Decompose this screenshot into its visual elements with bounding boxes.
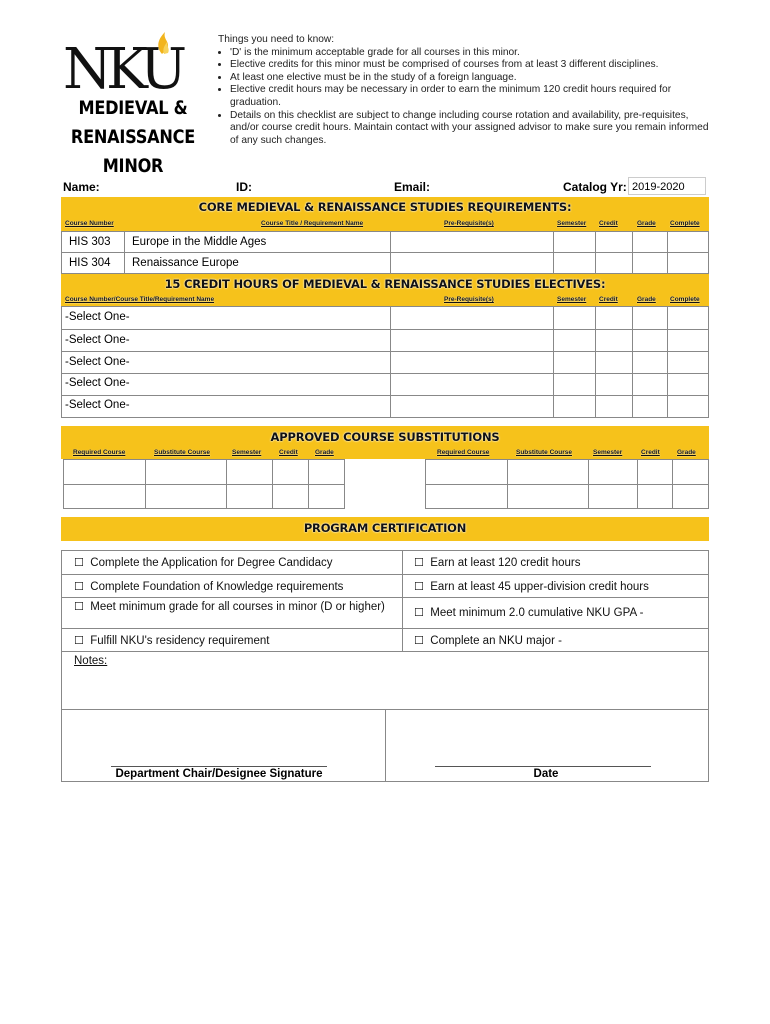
signature-label: Department Chair/Designee Signature [115, 768, 323, 780]
col-substitute-course: Substitute Course [516, 449, 572, 456]
col-credit: Credit [599, 220, 618, 227]
elective-select[interactable]: -Select One- [65, 356, 130, 368]
col-course-number: Course Number [65, 220, 114, 227]
info-bullet: • Elective credits for this minor must be comprised of courses from at least 3 different disciplines. [230, 59, 718, 72]
elective-select[interactable]: -Select One- [65, 311, 130, 323]
electives-table [61, 306, 709, 418]
cert-item[interactable] [414, 606, 644, 619]
elective-select[interactable]: -Select One- [65, 377, 130, 389]
col-required-course: Required Course [437, 449, 490, 456]
things-to-know [218, 34, 718, 147]
signature-field[interactable] [66, 714, 380, 764]
cert-item-label: Earn at least 45 upper-division credit hours [430, 581, 649, 593]
catalog-label: Catalog Yr: [563, 180, 627, 194]
col-credit: Credit [641, 449, 660, 456]
checkbox-icon[interactable]: ☐ [74, 600, 84, 613]
minor-title-line3: MINOR [102, 155, 164, 177]
cert-item-label: Complete the Application for Degree Candidacy [90, 557, 333, 569]
checkbox-icon[interactable]: ☐ [414, 606, 424, 619]
col-course: Course Number/Course Title/Requirement Name [65, 296, 215, 303]
checkbox-icon[interactable]: ☐ [74, 580, 84, 593]
checkbox-icon[interactable]: ☐ [74, 634, 84, 647]
col-semester: Semester [232, 449, 262, 456]
checkbox-icon[interactable]: ☐ [74, 556, 84, 569]
svg-text:NKU: NKU [63, 37, 182, 92]
core-row-title: Europe in the Middle Ages [132, 236, 267, 248]
checkbox-icon[interactable]: ☐ [414, 556, 424, 569]
cert-item[interactable] [414, 580, 649, 593]
substitutions-section-header [61, 426, 709, 459]
cert-item-label: Meet minimum 2.0 cumulative NKU GPA - [430, 607, 644, 619]
col-substitute-course: Substitute Course [154, 449, 210, 456]
electives-section-title: 15 CREDIT HOURS OF MEDIEVAL & RENAISSANCE STUDIES ELECTIVES: [164, 277, 606, 291]
catalog-year-field[interactable]: 2019-2020 [628, 177, 706, 195]
col-prereq: Pre-Requisite(s) [444, 296, 494, 303]
cert-item-label: Meet minimum grade for all courses in minor (D or higher) [90, 601, 385, 613]
email-label: Email: [394, 180, 431, 194]
id-label: ID: [236, 180, 252, 194]
col-complete: Complete [670, 220, 700, 227]
cert-item[interactable] [74, 580, 343, 593]
core-section-header [61, 197, 709, 231]
col-grade: Grade [677, 449, 696, 456]
checkbox-icon[interactable]: ☐ [414, 580, 424, 593]
info-bullet: • Elective credit hours may be necessary in order to earn the minimum 120 credit hours required for graduation. [230, 84, 718, 109]
electives-section-header [61, 274, 709, 306]
notes-label: Notes: [74, 655, 108, 667]
minor-title [69, 94, 197, 181]
checkbox-icon[interactable]: ☐ [414, 634, 424, 647]
date-label: Date [533, 768, 559, 780]
col-credit: Credit [279, 449, 298, 456]
cert-item[interactable] [414, 556, 581, 569]
certification-section-header [61, 517, 709, 541]
cert-item[interactable] [74, 556, 333, 569]
col-grade: Grade [315, 449, 334, 456]
date-field[interactable] [392, 714, 702, 764]
info-bullet: • 'D' is the minimum acceptable grade for all courses in this minor. [230, 47, 718, 60]
col-complete: Complete [670, 296, 700, 303]
notes-field[interactable] [66, 668, 702, 706]
cert-item-label: Earn at least 120 credit hours [430, 557, 581, 569]
info-heading: Things you need to know: [218, 34, 335, 45]
cert-item[interactable] [74, 600, 394, 614]
minor-title-line2: RENAISSANCE [70, 126, 196, 148]
certification-section-title: PROGRAM CERTIFICATION [303, 521, 467, 535]
cert-item-label: Fulfill NKU's residency requirement [90, 635, 270, 647]
core-row-number: HIS 303 [69, 236, 111, 248]
name-label: Name: [63, 180, 100, 194]
col-credit: Credit [599, 296, 618, 303]
cert-item-label: Complete an NKU major - [430, 635, 562, 647]
col-required-course: Required Course [73, 449, 126, 456]
info-bullet: • Details on this checklist are subject to change including course rotation and availability, pre-requisites, and/or course credit hours. Maintain contact with your assigned advisor to make sure you remain informed of any such changes. [230, 110, 718, 148]
col-prereq: Pre-Requisite(s) [444, 220, 494, 227]
nku-logo [63, 30, 188, 92]
core-section-title: CORE MEDIEVAL & RENAISSANCE STUDIES REQUIREMENTS: [198, 200, 572, 214]
cert-item-label: Complete Foundation of Knowledge requirements [90, 581, 344, 593]
info-bullet: • At least one elective must be in the study of a foreign language. [230, 72, 718, 85]
col-semester: Semester [557, 220, 587, 227]
col-semester: Semester [593, 449, 623, 456]
col-grade: Grade [637, 220, 656, 227]
substitutions-section-title: APPROVED COURSE SUBSTITUTIONS [270, 430, 500, 444]
cert-item[interactable] [414, 634, 562, 647]
elective-select[interactable]: -Select One- [65, 399, 130, 411]
cert-item[interactable] [74, 634, 270, 647]
elective-select[interactable]: -Select One- [65, 334, 130, 346]
col-grade: Grade [637, 296, 656, 303]
core-row-title: Renaissance Europe [132, 257, 239, 269]
core-row-number: HIS 304 [69, 257, 111, 269]
col-semester: Semester [557, 296, 587, 303]
col-course-title: Course Title / Requirement Name [261, 220, 364, 227]
minor-title-line1: MEDIEVAL & [78, 97, 188, 119]
